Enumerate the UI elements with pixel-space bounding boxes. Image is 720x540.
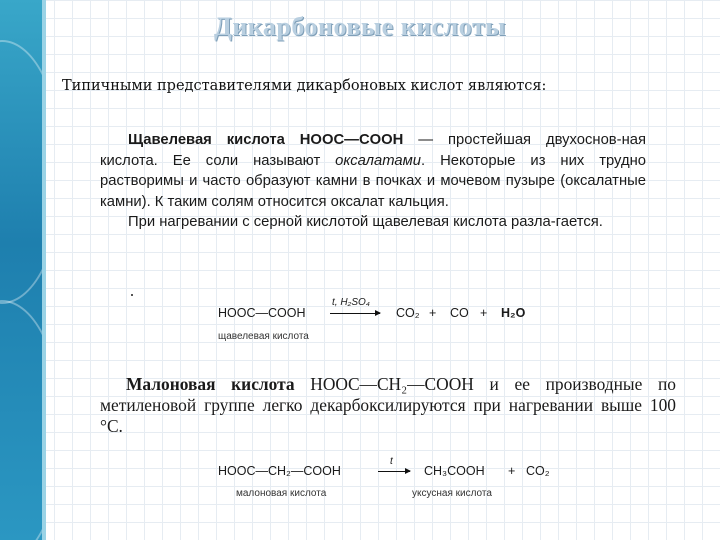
slide-title: Дикарбоновые кислоты (213, 12, 507, 41)
decorative-left-band (0, 0, 46, 540)
decorative-curve (0, 300, 46, 540)
decorative-edge (42, 0, 46, 540)
oxalates-term: оксалатами (335, 152, 422, 169)
reactant-oxalic: HOOC—COOH (218, 306, 306, 320)
oxalic-text-a: — простейшая двухоснов-ная кислота. Ее соли называют (100, 132, 647, 169)
plus-sign: + (429, 306, 437, 320)
reaction-condition: t, H₂SO₄ (332, 297, 370, 308)
plus-sign: + (508, 464, 516, 478)
malonic-paragraph (100, 374, 676, 437)
product-acetic-acid: CH₃COOH (424, 464, 485, 478)
intro-text: Типичными представителями дикарбоновых кислот являются: (62, 78, 547, 94)
product-co: CO (450, 306, 469, 320)
oxalic-decomposition-reaction (218, 297, 578, 348)
heating-text: При нагревании с серной кислотой щавелевая кислота разла-гается. (128, 214, 603, 230)
oxalic-acid-label: щавелевая кислота (218, 331, 309, 342)
product-co2: CO₂ (396, 306, 420, 320)
malonic-name: Малоновая кислота (126, 374, 295, 394)
plus-sign: + (480, 306, 488, 320)
reaction-arrow (330, 313, 380, 314)
malonic-formula: HOOC—CH₂—COOH (310, 374, 474, 394)
reaction-condition: t (390, 456, 393, 467)
oxalic-name: Щавелевая кислота (128, 132, 285, 148)
malonic-decarboxylation-reaction (218, 456, 578, 506)
malonic-acid-label: малоновая кислота (236, 488, 327, 499)
decorative-curve (0, 40, 46, 304)
scan-speck (131, 294, 133, 296)
oxalic-formula: HOOC—COOH (299, 132, 404, 148)
reactant-malonic: HOOC—CH₂—COOH (218, 464, 341, 478)
product-co2: CO₂ (526, 464, 550, 478)
acetic-acid-label: уксусная кислота (412, 488, 492, 499)
oxalic-paragraph (100, 130, 646, 233)
malonic-text: и ее производные по метиленовой группе легко декарбоксилируются при нагревании выше 100 °С. (100, 374, 676, 436)
reaction-arrow (378, 471, 410, 472)
oxalic-text-b: . Некоторые из них трудно растворимы и часто образуют камни в почках и мочевом пузыре (оксалатные камни). К таким солям относится оксалат кальция. (100, 152, 646, 210)
product-h2o: H₂O (501, 306, 526, 320)
